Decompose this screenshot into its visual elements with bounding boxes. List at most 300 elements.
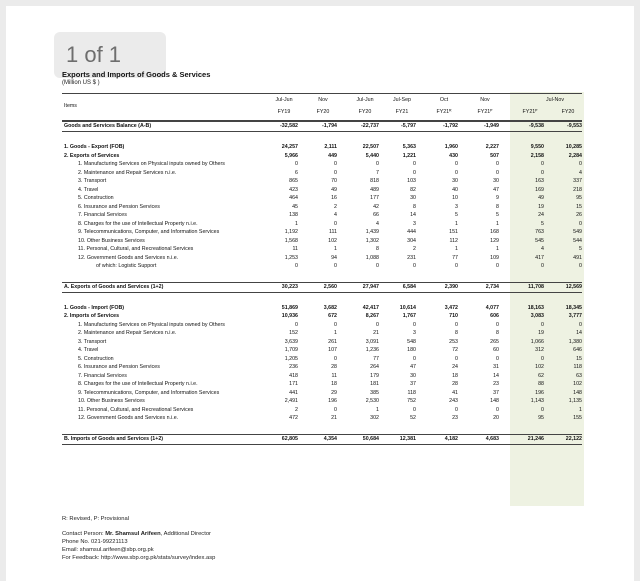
- cell-value: 0: [334, 321, 337, 328]
- column-header-top: Jul-Jun: [275, 97, 293, 103]
- cell-value: 0: [376, 321, 379, 328]
- cell-value: 47: [410, 364, 416, 370]
- cell-value: 0: [455, 355, 458, 362]
- cell-value: 236: [289, 364, 298, 370]
- cell-value: 95: [576, 195, 582, 201]
- row-label: 8. Charges for the use of Intellectual Property n.i.e.: [78, 220, 198, 227]
- cell-value: 24: [538, 212, 544, 218]
- column-header-bottom: FY21ᴿ: [436, 109, 452, 115]
- cell-value: 0: [496, 263, 499, 269]
- cell-value: 0: [455, 321, 458, 328]
- cell-value: 9,550: [530, 144, 544, 150]
- cell-value: 1: [295, 220, 298, 227]
- cell-value: 94: [331, 254, 337, 261]
- cell-value: 60: [493, 347, 499, 353]
- table-row: [62, 304, 582, 313]
- cell-value: 0: [376, 161, 379, 167]
- cell-value: 2,227: [485, 144, 499, 150]
- table-row: [62, 194, 582, 203]
- cell-value: 23: [452, 415, 458, 421]
- cell-value: 0: [496, 321, 499, 328]
- document-page: [6, 6, 634, 581]
- row-label: 5. Construction: [78, 355, 114, 362]
- cell-value: 865: [289, 178, 298, 184]
- cell-value: 5,363: [402, 144, 416, 150]
- cell-value: 312: [535, 347, 544, 353]
- cell-value: 4: [334, 212, 337, 218]
- cell-value: 0: [413, 321, 416, 328]
- cell-value: 0: [334, 161, 337, 167]
- cell-value: 1,143: [530, 398, 544, 404]
- cell-value: 3,777: [568, 313, 582, 319]
- cell-value: 66: [373, 212, 379, 218]
- cell-value: 47: [493, 186, 499, 193]
- cell-value: 49: [538, 195, 544, 201]
- column-header-bottom: FY21: [395, 109, 409, 115]
- table-row: [62, 389, 582, 398]
- cell-value: 464: [289, 195, 298, 201]
- cell-value: 18: [452, 372, 458, 379]
- summary-row: [62, 434, 582, 445]
- table-row: [62, 363, 582, 372]
- email-address: Email: shamsul.arifeen@sbp.org.pk: [62, 547, 154, 553]
- cell-value: 0: [413, 169, 416, 176]
- row-label: 9. Telecommunications, Computer, and Information Services: [78, 389, 220, 396]
- cell-value: 148: [490, 398, 499, 404]
- cell-value: 112: [449, 237, 458, 244]
- cell-value: 8: [413, 203, 416, 210]
- cell-value: 0: [455, 169, 458, 176]
- summary-row: [62, 282, 582, 293]
- cell-value: 11,708: [528, 283, 544, 290]
- row-spacer: [62, 271, 582, 282]
- cell-value: 155: [573, 415, 582, 421]
- cell-value: 545: [535, 237, 544, 244]
- cell-value: 549: [573, 229, 582, 235]
- row-label: 6. Insurance and Pension Services: [78, 203, 160, 210]
- table-row: [62, 143, 582, 152]
- cell-value: 20: [493, 415, 499, 421]
- cell-value: 18: [331, 381, 337, 387]
- cell-value: 2: [295, 406, 298, 413]
- cell-value: 5: [579, 246, 582, 252]
- cell-value: 304: [407, 237, 416, 244]
- cell-value: 171: [289, 381, 298, 387]
- cell-value: 5,966: [284, 152, 298, 159]
- cell-value: 672: [328, 313, 337, 319]
- cell-value: -1,792: [442, 123, 458, 129]
- cell-value: 489: [370, 186, 379, 193]
- cell-value: 4,683: [485, 435, 499, 442]
- cell-value: 77: [373, 355, 379, 362]
- cell-value: 37: [493, 389, 499, 396]
- cell-value: 1: [376, 406, 379, 413]
- cell-value: 1,066: [530, 338, 544, 345]
- cell-value: 472: [289, 415, 298, 421]
- cell-value: 1,192: [284, 229, 298, 235]
- column-header-top: Nov: [318, 97, 328, 103]
- cell-value: 41: [452, 389, 458, 396]
- cell-value: 1: [334, 330, 337, 336]
- cell-value: 264: [370, 364, 379, 370]
- cell-value: 1,236: [365, 347, 379, 353]
- cell-value: 3: [413, 330, 416, 336]
- row-label: 1. Goods - Export (FOB): [64, 144, 125, 150]
- row-label: 4. Travel: [78, 186, 99, 193]
- cell-value: 196: [535, 389, 544, 396]
- cell-value: 430: [449, 152, 458, 159]
- cell-value: 118: [407, 389, 416, 396]
- column-header-bottom: FY21ᴾ: [522, 109, 538, 115]
- table-row: [62, 380, 582, 389]
- cell-value: 42: [373, 203, 379, 210]
- row-spacer: [62, 423, 582, 434]
- cell-value: 118: [573, 364, 582, 370]
- table-row: [62, 312, 582, 321]
- cell-value: 0: [334, 220, 337, 227]
- report-unit: (Million US $ ): [62, 80, 100, 86]
- cell-value: 163: [535, 178, 544, 184]
- row-label: 8. Charges for the use of Intellectual Property n.i.e.: [78, 381, 198, 387]
- cell-value: 5: [541, 220, 544, 227]
- row-label: 1. Manufacturing Services on Physical inputs owned by Others: [78, 161, 225, 167]
- cell-value: 10: [452, 195, 458, 201]
- cell-value: 24,257: [281, 144, 298, 150]
- cell-value: 4: [541, 246, 544, 252]
- table-row: [62, 329, 582, 338]
- revision-note: R: Revised, P: Provisional: [62, 516, 130, 522]
- cell-value: 763: [535, 229, 544, 235]
- cell-value: 1,302: [365, 237, 379, 244]
- cell-value: 0: [455, 161, 458, 167]
- contact-name: Mr. Shamsul Arifeen: [105, 531, 161, 537]
- row-label: 2. Exports of Services: [64, 152, 120, 159]
- cell-value: 22,122: [565, 435, 582, 442]
- cell-value: 491: [573, 254, 582, 261]
- contact-suffix: , Additional Director: [160, 531, 211, 537]
- cell-value: 544: [573, 237, 582, 244]
- table-row: [62, 406, 582, 415]
- cell-value: 15: [576, 203, 582, 210]
- cell-value: 444: [407, 229, 416, 235]
- cell-value: -1,794: [321, 123, 337, 129]
- cell-value: 26: [576, 212, 582, 218]
- row-label: 2. Maintenance and Repair Services n.i.e.: [78, 330, 177, 336]
- items-header: Items: [64, 103, 77, 109]
- cell-value: 1,439: [365, 229, 379, 235]
- cell-value: 265: [490, 338, 499, 345]
- cell-value: 752: [407, 398, 416, 404]
- cell-value: 30: [452, 178, 458, 184]
- cell-value: 243: [449, 398, 458, 404]
- cell-value: 102: [573, 381, 582, 387]
- cell-value: 0: [455, 406, 458, 413]
- cell-value: 152: [289, 330, 298, 336]
- table-row: [62, 321, 582, 330]
- cell-value: 49: [331, 186, 337, 193]
- cell-value: 14: [493, 372, 499, 379]
- cell-value: 52: [410, 415, 416, 421]
- cell-value: 12,569: [565, 283, 582, 290]
- cell-value: 1,709: [284, 347, 298, 353]
- cell-value: 3: [455, 203, 458, 210]
- cell-value: 179: [370, 372, 379, 379]
- cell-value: 40: [452, 186, 458, 193]
- cell-value: 63: [576, 372, 582, 379]
- cell-value: 449: [328, 152, 337, 159]
- cell-value: 2,284: [568, 152, 582, 159]
- cell-value: 0: [541, 406, 544, 413]
- row-label: 11. Personal, Cultural, and Recreational Services: [78, 406, 194, 413]
- cell-value: 10,936: [281, 313, 298, 319]
- table-row: [62, 211, 582, 220]
- cell-value: 1: [496, 220, 499, 227]
- cell-value: 1: [455, 220, 458, 227]
- cell-value: 7: [376, 169, 379, 176]
- row-label: Goods and Services Balance (A-B): [64, 123, 152, 129]
- cell-value: 103: [407, 178, 416, 184]
- cell-value: 0: [496, 161, 499, 167]
- cell-value: 1,960: [444, 144, 458, 150]
- cell-value: 606: [490, 313, 499, 319]
- cell-value: 31: [493, 364, 499, 370]
- cell-value: 1: [455, 246, 458, 252]
- column-group-header: Jul-Nov: [546, 97, 564, 103]
- cell-value: 181: [370, 381, 379, 387]
- cell-value: 102: [535, 364, 544, 370]
- row-label: of which: Logistic Support: [96, 263, 157, 269]
- cell-value: 0: [496, 169, 499, 176]
- cell-value: 138: [289, 212, 298, 218]
- cell-value: 261: [328, 338, 337, 345]
- row-label: 12. Government Goods and Services n.i.e.: [78, 415, 179, 421]
- table-row: [62, 372, 582, 381]
- row-label: 4. Travel: [78, 347, 99, 353]
- column-header-bottom: FY20: [561, 109, 575, 115]
- cell-value: 231: [407, 254, 416, 261]
- data-table: [62, 93, 582, 445]
- cell-value: 10,285: [565, 144, 582, 150]
- cell-value: 180: [407, 347, 416, 353]
- cell-value: 111: [328, 229, 337, 235]
- table-row: [62, 338, 582, 347]
- cell-value: 3: [413, 220, 416, 227]
- cell-value: 0: [541, 355, 544, 362]
- column-header-bottom: FY20: [358, 109, 372, 115]
- cell-value: 27,947: [362, 283, 379, 290]
- cell-value: -22,737: [361, 123, 379, 129]
- cell-value: 82: [410, 186, 416, 193]
- cell-value: 0: [413, 355, 416, 362]
- cell-value: 11: [331, 372, 337, 379]
- cell-value: 177: [370, 195, 379, 201]
- row-label: A. Exports of Goods and Services (1+2): [64, 283, 164, 290]
- table-row: [62, 397, 582, 406]
- cell-value: 70: [331, 178, 337, 184]
- cell-value: 18,345: [565, 304, 582, 311]
- cell-value: 1,135: [568, 398, 582, 404]
- cell-value: 129: [490, 237, 499, 244]
- cell-value: 3,472: [444, 304, 458, 311]
- cell-value: 21,246: [527, 435, 544, 442]
- cell-value: 1,253: [284, 254, 298, 261]
- table-row: [62, 414, 582, 423]
- cell-value: 0: [413, 263, 416, 269]
- table-row: [62, 346, 582, 355]
- cell-value: 95: [538, 415, 544, 421]
- cell-value: 1,767: [402, 313, 416, 319]
- table-row: [62, 245, 582, 254]
- cell-value: 30: [410, 372, 416, 379]
- row-label: 6. Insurance and Pension Services: [78, 364, 160, 370]
- contact-person: [62, 531, 211, 537]
- cell-value: 29: [331, 389, 337, 396]
- cell-value: -5,797: [400, 123, 416, 129]
- column-header-top: Oct: [439, 97, 449, 103]
- cell-value: 0: [541, 263, 544, 269]
- row-label: 9. Telecommunications, Computer, and Information Services: [78, 229, 220, 235]
- cell-value: 5: [496, 212, 499, 218]
- cell-value: 3,083: [530, 313, 544, 319]
- cell-value: 28: [331, 364, 337, 370]
- cell-value: 253: [449, 338, 458, 345]
- cell-value: 2,158: [530, 152, 544, 159]
- cell-value: 2,530: [365, 398, 379, 404]
- cell-value: 109: [490, 254, 499, 261]
- cell-value: 0: [496, 355, 499, 362]
- row-label: 1. Manufacturing Services on Physical inputs owned by Others: [78, 321, 225, 328]
- cell-value: 0: [541, 161, 544, 167]
- cell-value: 0: [334, 355, 337, 362]
- cell-value: 507: [490, 152, 499, 159]
- cell-value: 8: [496, 330, 499, 336]
- column-header-top: Nov: [480, 97, 490, 103]
- row-label: 7. Financial Services: [78, 372, 127, 379]
- cell-value: 1: [496, 246, 499, 252]
- cell-value: 2,560: [323, 283, 337, 290]
- cell-value: 8: [455, 330, 458, 336]
- cell-value: 2,734: [485, 283, 499, 290]
- cell-value: 1: [334, 246, 337, 252]
- cell-value: 3,682: [323, 304, 337, 311]
- cell-value: 710: [449, 313, 458, 319]
- cell-value: 0: [579, 220, 582, 227]
- cell-value: 107: [328, 347, 337, 353]
- cell-value: 14: [410, 212, 416, 218]
- cell-value: 1: [579, 406, 582, 413]
- cell-value: 2: [334, 203, 337, 210]
- cell-value: 2: [413, 246, 416, 252]
- cell-value: 418: [289, 372, 298, 379]
- cell-value: 548: [407, 338, 416, 345]
- cell-value: 417: [535, 254, 544, 261]
- cell-value: 50,684: [362, 435, 379, 442]
- report-title: Exports and Imports of Goods & Services: [62, 70, 211, 79]
- row-spacer: [62, 293, 582, 304]
- row-label: 10. Other Business Services: [78, 398, 145, 404]
- cell-value: 5,440: [365, 152, 379, 159]
- table-header: [62, 93, 582, 121]
- cell-value: 37: [410, 381, 416, 387]
- table-row: [62, 254, 582, 263]
- cell-value: 1,205: [284, 355, 298, 362]
- cell-value: 441: [289, 389, 298, 396]
- contact-prefix: Contact Person:: [62, 531, 106, 537]
- row-label: 3. Transport: [78, 338, 107, 345]
- cell-value: 30,223: [281, 283, 298, 290]
- cell-value: 15: [576, 355, 582, 362]
- cell-value: 646: [573, 347, 582, 353]
- table-row: [62, 228, 582, 237]
- row-label: 7. Financial Services: [78, 212, 127, 218]
- table-row: [62, 220, 582, 229]
- cell-value: 10,614: [399, 304, 416, 311]
- cell-value: 0: [295, 263, 298, 269]
- cell-value: 45: [292, 203, 298, 210]
- cell-value: 4,182: [444, 435, 458, 442]
- cell-value: -9,553: [566, 123, 582, 129]
- cell-value: 0: [334, 263, 337, 269]
- cell-value: 11: [292, 246, 298, 252]
- phone-number: Phone No. 021-99221113: [62, 539, 128, 545]
- row-label: 11. Personal, Cultural, and Recreational Services: [78, 246, 194, 252]
- cell-value: 0: [413, 406, 416, 413]
- cell-value: 5: [455, 212, 458, 218]
- cell-value: 1,221: [402, 152, 416, 159]
- cell-value: 0: [376, 263, 379, 269]
- column-header-bottom: FY19: [277, 109, 291, 115]
- cell-value: 6,584: [402, 283, 416, 290]
- cell-value: 21: [373, 330, 379, 336]
- column-header-bottom: FY21ᴾ: [477, 109, 493, 115]
- cell-value: 0: [295, 161, 298, 167]
- feedback-link[interactable]: For Feedback: http://www.sbp.org.pk/stats/survey/index.asp: [62, 555, 216, 561]
- cell-value: 51,869: [281, 304, 298, 311]
- cell-value: 1,380: [568, 338, 582, 345]
- cell-value: 4,354: [323, 435, 337, 442]
- cell-value: 0: [496, 406, 499, 413]
- cell-value: 151: [449, 229, 458, 235]
- cell-value: 30: [493, 178, 499, 184]
- page-counter-badge: 1 of 1: [54, 32, 166, 78]
- cell-value: 818: [370, 178, 379, 184]
- cell-value: 3,639: [284, 338, 298, 345]
- cell-value: 30: [410, 195, 416, 201]
- cell-value: 21: [331, 415, 337, 421]
- table-row: [62, 169, 582, 178]
- cell-value: 19: [538, 203, 544, 210]
- cell-value: 4: [376, 220, 379, 227]
- cell-value: 168: [490, 229, 499, 235]
- cell-value: -32,582: [280, 123, 298, 129]
- cell-value: 62: [538, 372, 544, 379]
- cell-value: 196: [328, 398, 337, 404]
- cell-value: -1,949: [483, 123, 499, 129]
- cell-value: 6: [295, 169, 298, 176]
- cell-value: 72: [452, 347, 458, 353]
- cell-value: 16: [331, 195, 337, 201]
- table-row: [62, 186, 582, 195]
- cell-value: 0: [334, 169, 337, 176]
- cell-value: 77: [452, 254, 458, 261]
- cell-value: 2,111: [324, 144, 337, 150]
- table-row: [62, 203, 582, 212]
- cell-value: 302: [370, 415, 379, 421]
- cell-value: 88: [538, 381, 544, 387]
- cell-value: 102: [328, 237, 337, 244]
- table-row: [62, 355, 582, 364]
- cell-value: 28: [452, 381, 458, 387]
